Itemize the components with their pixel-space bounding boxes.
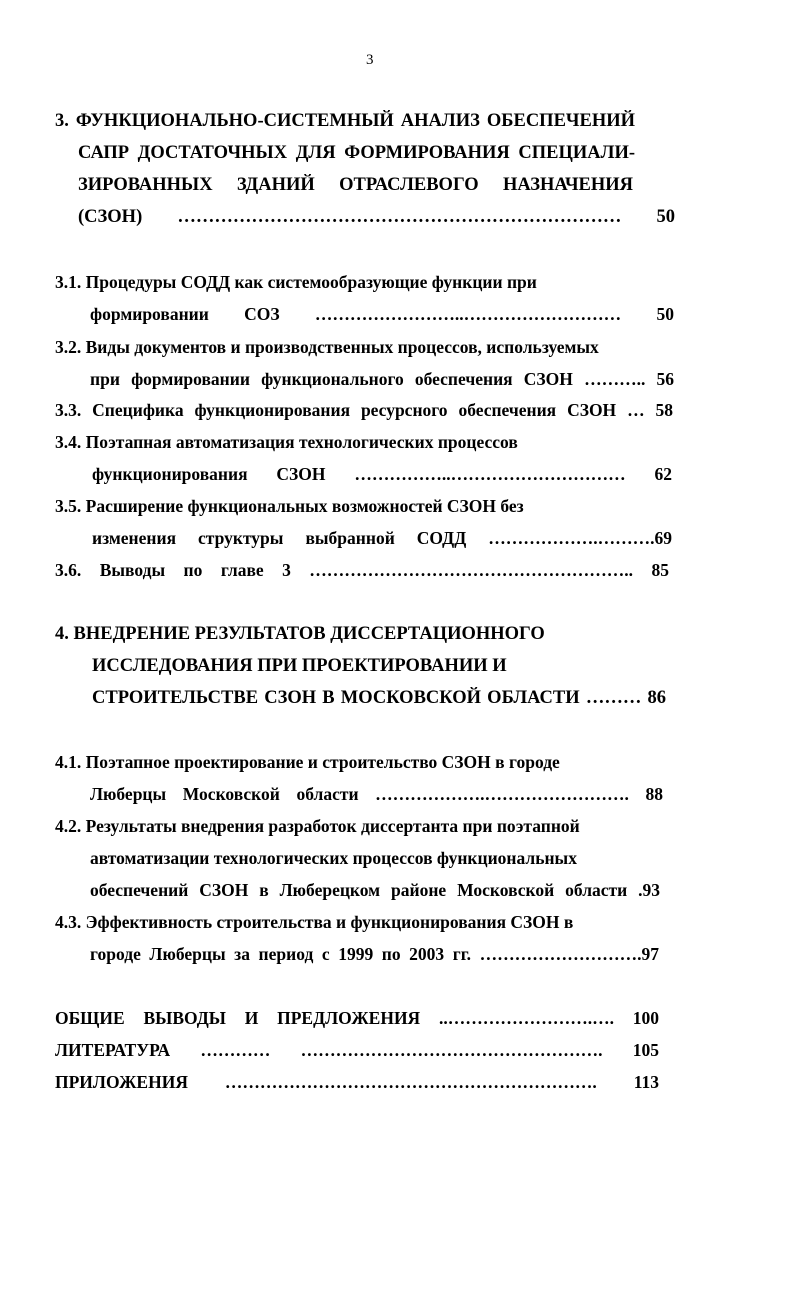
toc-ch3-line1: 3. ФУНКЦИОНАЛЬНО-СИСТЕМНЫЙ АНАЛИЗ ОБЕСПЕЧЕНИЙ <box>55 111 635 131</box>
toc-s3-4-line1: 3.4. Поэтапная автоматизация технологических процессов <box>55 432 518 452</box>
toc-s3-1-line1: 3.1. Процедуры СОДД как системообразующие функции при <box>55 272 537 292</box>
toc-s4-3-line1: 4.3. Эффективность строительства и функционирования СЗОН в <box>55 912 574 932</box>
toc-s4-2-line2: автоматизации технологических процессов функциональных <box>90 848 577 868</box>
toc-s3-4-line2: функционирования СЗОН ……………..………………………… 62 <box>92 464 672 484</box>
toc-ch4-line3: СТРОИТЕЛЬСТВЕ СЗОН В МОСКОВСКОЙ ОБЛАСТИ ……… 86 <box>92 688 666 708</box>
toc-s4-3-line2: городе Люберцы за период с 1999 по 2003 гг. ……………………….97 <box>90 944 659 964</box>
toc-s4-1-line2: Люберцы Московской области ……………….……………………. 88 <box>90 784 663 804</box>
toc-conclusions: ОБЩИЕ ВЫВОДЫ И ПРЕДЛОЖЕНИЯ ..…………………….…. 100 <box>55 1008 659 1028</box>
toc-s3-5-line1: 3.5. Расширение функциональных возможностей СЗОН без <box>55 496 524 516</box>
toc-ch3-line4: (СЗОН) ……………………………………………………………… 50 <box>78 207 675 227</box>
toc-ch3-line2: САПР ДОСТАТОЧНЫХ ДЛЯ ФОРМИРОВАНИЯ СПЕЦИАЛИ- <box>78 143 635 163</box>
toc-s4-1-line1: 4.1. Поэтапное проектирование и строительство СЗОН в городе <box>55 752 560 772</box>
toc-s3-3-line1: 3.3. Специфика функционирования ресурсного обеспечения СЗОН … 58 <box>55 400 673 420</box>
toc-s3-6-line1: 3.6. Выводы по главе 3 ……………………………………………….. 85 <box>55 560 669 580</box>
page-number: 3 <box>366 52 374 68</box>
toc-s4-2-line3: обеспечений СЗОН в Люберецком районе Московской области .93 <box>90 880 660 900</box>
toc-ch3-line3: ЗИРОВАННЫХ ЗДАНИЙ ОТРАСЛЕВОГО НАЗНАЧЕНИЯ <box>78 175 633 195</box>
toc-s3-5-line2: изменения структуры выбранной СОДД ……………….……….69 <box>92 528 672 548</box>
toc-s3-1-line2: формировании СОЗ ……………………..……………………… 50 <box>90 304 674 324</box>
toc-appendices: ПРИЛОЖЕНИЯ ………………………………………………………. 113 <box>55 1072 659 1092</box>
toc-ch4-line1: 4. ВНЕДРЕНИЕ РЕЗУЛЬТАТОВ ДИССЕРТАЦИОННОГО <box>55 624 545 644</box>
toc-literature: ЛИТЕРАТУРА ………… ……………………………………………. 105 <box>55 1040 659 1060</box>
toc-ch4-line2: ИССЛЕДОВАНИЯ ПРИ ПРОЕКТИРОВАНИИ И <box>92 656 507 676</box>
toc-s3-2-line1: 3.2. Виды документов и производственных процессов, используемых <box>55 337 599 357</box>
toc-s4-2-line1: 4.2. Результаты внедрения разработок диссертанта при поэтапной <box>55 816 580 836</box>
toc-s3-2-line2: при формировании функционального обеспечения СЗОН ……….. 56 <box>90 369 674 389</box>
